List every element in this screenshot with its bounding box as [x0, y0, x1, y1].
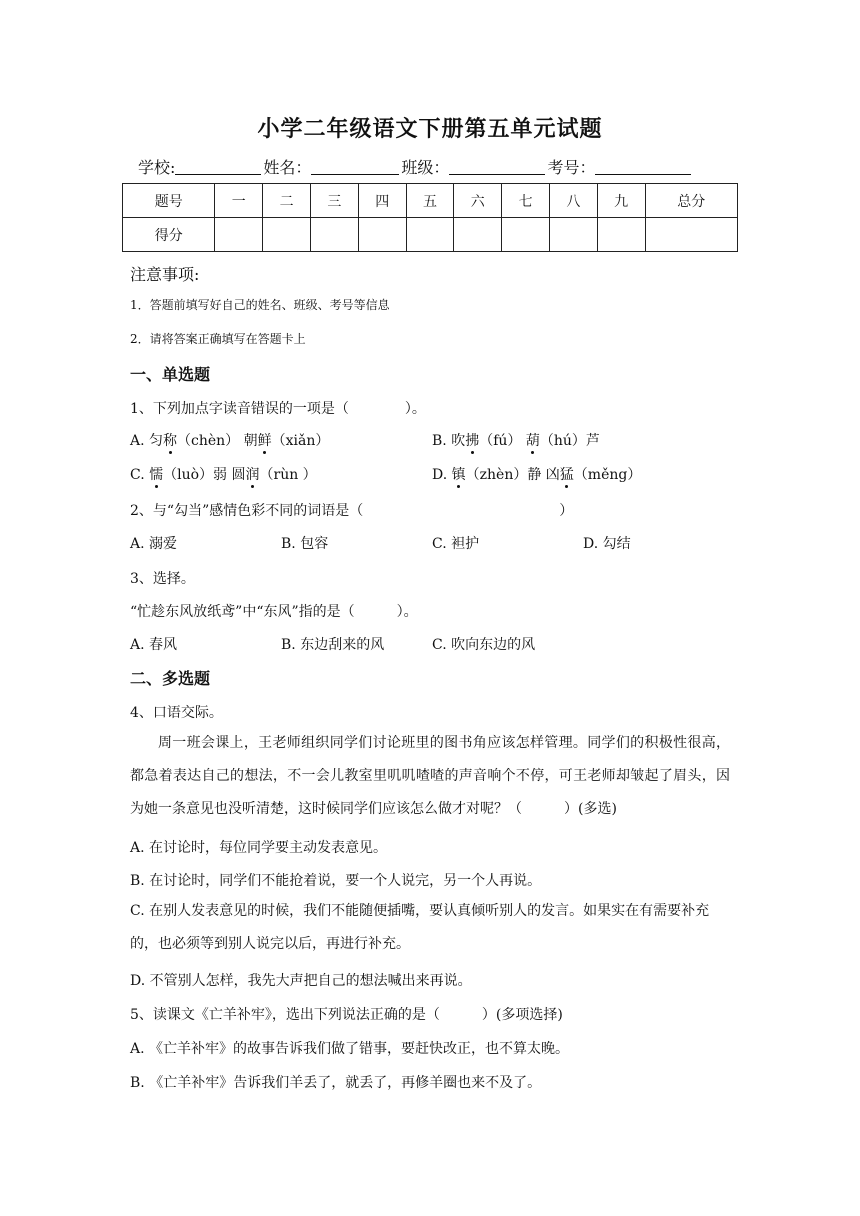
score-cell[interactable]	[454, 218, 502, 252]
class-blank[interactable]	[449, 158, 545, 175]
score-header-cell: 九	[597, 184, 645, 218]
dotted-char: 猛	[559, 467, 574, 483]
notice-item: 1．答题前填写好自己的姓名、班级、考号等信息	[130, 298, 390, 312]
score-table-header-row	[123, 184, 738, 218]
school-blank[interactable]	[175, 158, 261, 175]
option-b[interactable]: B. 包容	[281, 536, 329, 552]
option-a[interactable]: A. 春风	[130, 637, 178, 653]
option-text: A. 匀	[130, 433, 164, 449]
option-c[interactable]	[130, 464, 317, 484]
score-cell[interactable]	[263, 218, 311, 252]
dotted-char: 葫	[525, 433, 540, 449]
option-d[interactable]	[432, 464, 641, 484]
option-b[interactable]: B. 《亡羊补牢》告诉我们羊丢了，就丢了，再修羊圈也来不及了。	[130, 1075, 542, 1091]
question-stem: 1、下列加点字读音错误的一项是（ ）。	[130, 401, 426, 417]
score-cell[interactable]	[215, 218, 263, 252]
dotted-char: 润	[245, 467, 260, 483]
option-b[interactable]	[432, 430, 600, 450]
dotted-char: 拂	[465, 433, 480, 449]
score-cell[interactable]	[549, 218, 597, 252]
score-cell[interactable]	[502, 218, 550, 252]
option-a[interactable]	[130, 430, 329, 450]
notice-item: 2．请将答案正确填写在答题卡上	[130, 332, 306, 346]
option-text: （rùn ）	[259, 467, 317, 483]
option-text: （xiǎn）	[271, 433, 330, 449]
score-table	[122, 183, 738, 252]
section-heading: 一、单选题	[130, 365, 211, 384]
section-heading: 二、多选题	[130, 669, 211, 688]
option-text: （hú）芦	[539, 433, 600, 449]
score-label-cell: 得分	[123, 218, 215, 252]
option-text: （fú）	[479, 433, 526, 449]
class-label: 班级：	[401, 158, 450, 177]
score-cell[interactable]	[597, 218, 645, 252]
option-text: （zhèn）静 凶	[465, 467, 560, 483]
option-c[interactable]: C. 袒护	[432, 536, 480, 552]
score-header-cell: 一	[215, 184, 263, 218]
question-stem: 5、读课文《亡羊补牢》，选出下列说法正确的是（ ）(多项选择)	[130, 1007, 563, 1023]
option-d[interactable]: D. 勾结	[583, 536, 631, 552]
option-a[interactable]: A. 在讨论时，每位同学要主动发表意见。	[130, 840, 388, 856]
notice-title: 注意事项:	[130, 265, 200, 284]
score-header-cell: 七	[502, 184, 550, 218]
option-c[interactable]: C. 在别人发表意见的时候，我们不能随便插嘴，要认真倾听别人的发言。如果实在有需要补充的，也必须等到别人说完以后，再进行补充。	[130, 903, 710, 952]
question-passage: 周一班会课上，王老师组织同学们讨论班里的图书角应该怎样管理。同学们的积极性很高，都急着表达自己的想法，不一会儿教室里叽叽喳喳的声音响个不停，可王老师却皱起了眉头，因为她一条意见也没听清楚，这时候同学们应该怎么做才对呢？（ ）(多选)	[130, 735, 730, 817]
score-cell[interactable]	[311, 218, 359, 252]
score-header-cell: 题号	[123, 184, 215, 218]
score-table-score-row	[123, 218, 738, 252]
school-label: 学校:	[138, 158, 176, 177]
dotted-char: 称	[163, 433, 178, 449]
score-cell[interactable]	[645, 218, 737, 252]
page-title: 小学二年级语文下册第五单元试题	[257, 117, 603, 142]
name-blank[interactable]	[311, 158, 399, 175]
question-stem: 4、口语交际。	[130, 705, 223, 721]
option-text: B. 吹	[432, 433, 466, 449]
score-header-cell: 二	[263, 184, 311, 218]
exam-no-blank[interactable]	[595, 158, 691, 175]
option-a[interactable]: A. 《亡羊补牢》的故事告诉我们做了错事，要赶快改正，也不算太晚。	[130, 1041, 570, 1057]
question-stem: 3、选择。	[130, 571, 195, 587]
name-label: 姓名：	[263, 158, 312, 177]
question-stem: 2、与“勾当”感情色彩不同的词语是（ ）	[130, 503, 574, 519]
student-info-line	[138, 155, 693, 178]
option-text: C.	[130, 467, 150, 483]
option-c[interactable]: C. 吹向东边的风	[432, 637, 536, 653]
score-header-cell: 六	[454, 184, 502, 218]
score-header-cell: 总分	[645, 184, 737, 218]
option-text: D.	[432, 467, 452, 483]
option-b[interactable]: B. 在讨论时，同学们不能抢着说，要一个人说完，另一个人再说。	[130, 873, 542, 889]
question-sub-stem: “忙趁东风放纸鸢”中“东风”指的是（ ）。	[130, 604, 418, 620]
option-b[interactable]: B. 东边刮来的风	[281, 637, 385, 653]
score-header-cell: 八	[549, 184, 597, 218]
score-cell[interactable]	[358, 218, 406, 252]
score-cell[interactable]	[406, 218, 454, 252]
score-header-cell: 三	[311, 184, 359, 218]
option-a[interactable]: A. 溺爱	[130, 536, 178, 552]
dotted-char: 懦	[149, 467, 164, 483]
exam-no-label: 考号：	[547, 158, 596, 177]
option-text: （chèn） 朝	[177, 433, 258, 449]
score-header-cell: 五	[406, 184, 454, 218]
dotted-char: 鲜	[257, 433, 272, 449]
score-header-cell: 四	[358, 184, 406, 218]
option-d[interactable]: D. 不管别人怎样，我先大声把自己的想法喊出来再说。	[130, 973, 472, 989]
dotted-char: 镇	[451, 467, 466, 483]
option-text: （luò）弱 圆	[163, 467, 246, 483]
option-text: （měng）	[573, 467, 642, 483]
